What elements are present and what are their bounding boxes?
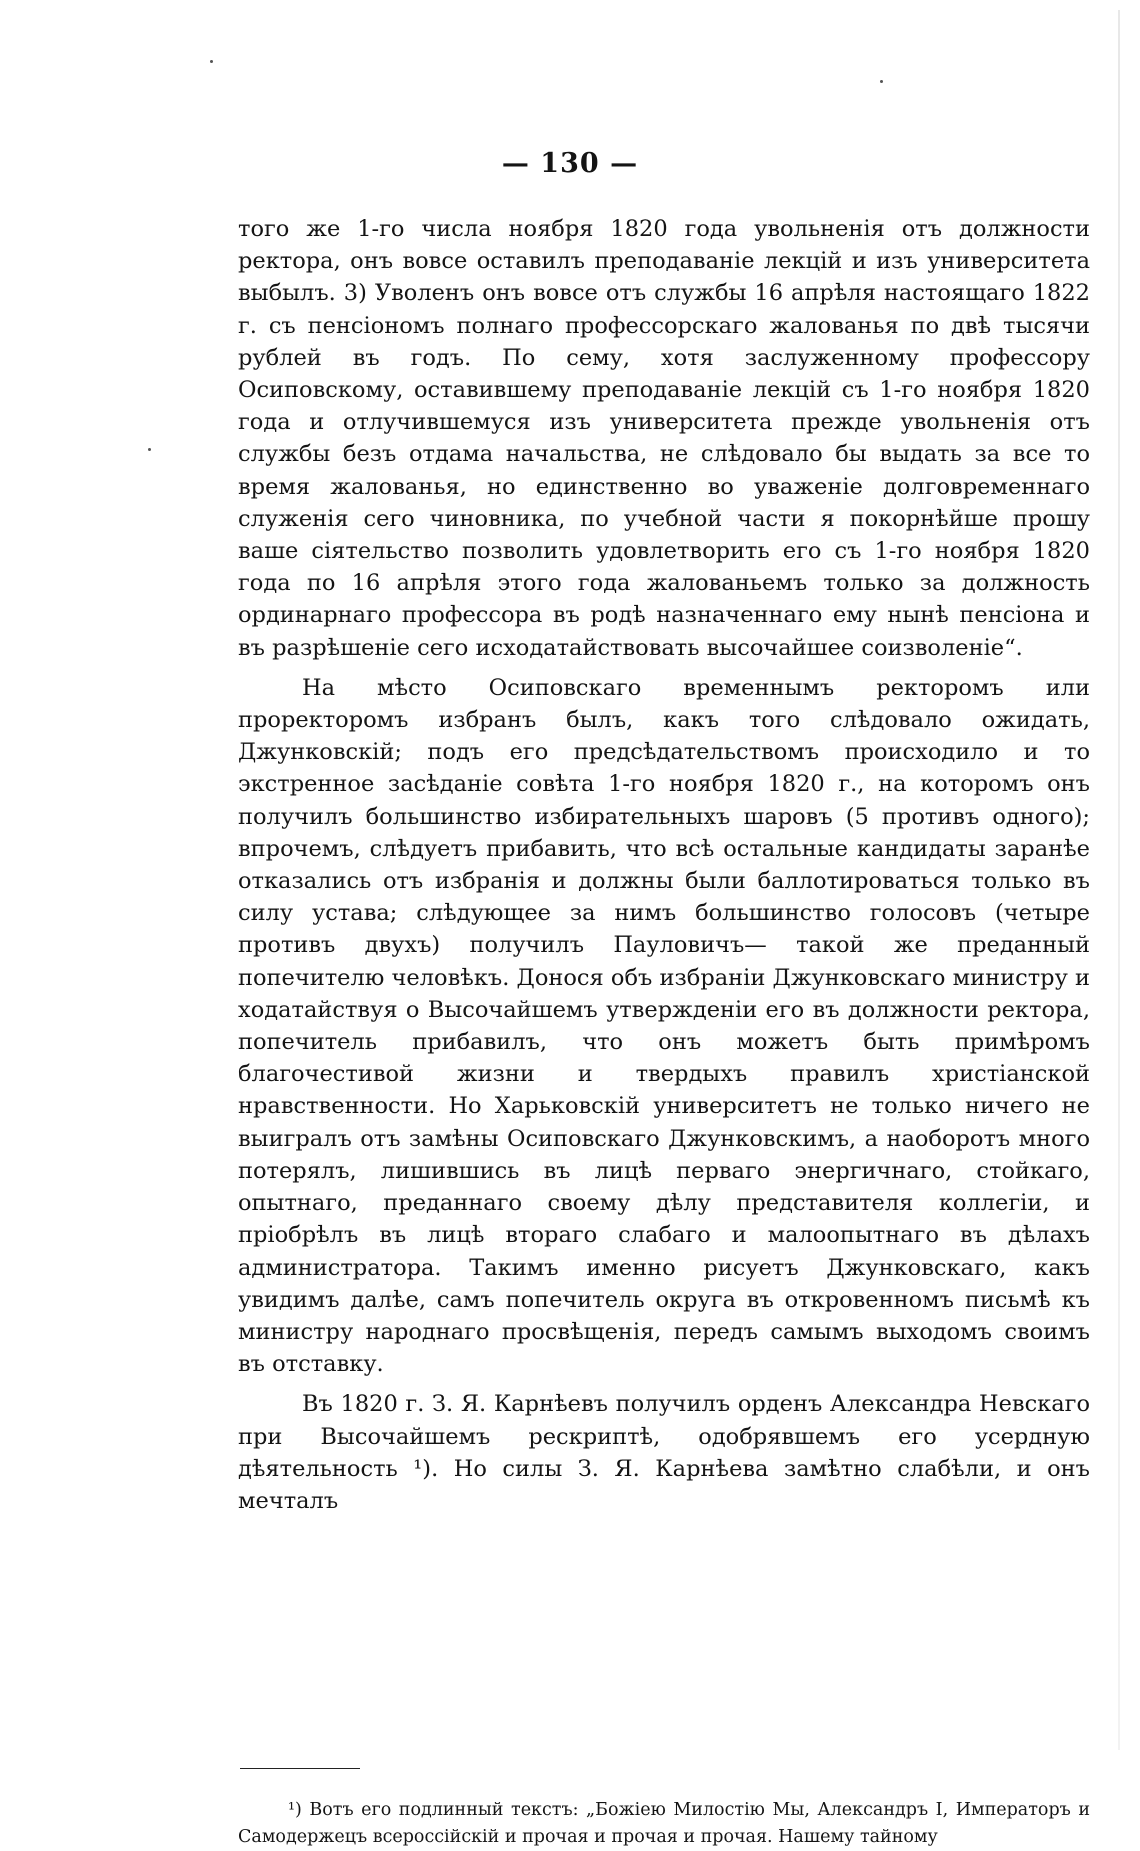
footnote-divider [240,1768,360,1769]
scan-speck [880,80,883,83]
paragraph: Въ 1820 г. З. Я. Карнѣевъ получилъ орденъ Александра Невскаго при Высочайшемъ рескриптѣ, одобрявшемъ его усердную дѣятельность ¹). Но силы З. Я. Карнѣева замѣтно слабѣли, и онъ мечталъ [238,1391,1090,1514]
scan-edge [1118,10,1120,1750]
paragraph: того же 1-го числа ноября 1820 года увольненія отъ должности ректора, онъ вовсе оставилъ преподаваніе лекцій и изъ университета выбылъ. 3) Уволенъ онъ вовсе отъ службы 16 апрѣля настоящаго 1822 г. съ пенсіономъ полнаго профессорскаго жалованья по двѣ тысячи рублей въ годъ. По сему, хотя заслуженному профессору Осиповскому, оставившему преподаваніе лекцій съ 1-го ноября 1820 года и отлучившемуся изъ университета прежде увольненія отъ службы безъ отдама начальства, не слѣдовало бы выдать за все то время жалованья, но единственно во уваженіе долговременнаго служенія сего чиновника, по учебной части я покорнѣйше прошу ваше сіятельство позволить удовлетворить его съ 1-го ноября 1820 года по 16 апрѣля этого года жалованьемъ только за должность ординарнаго профессора въ родѣ назначеннаго ему нынѣ пенсіона и въ разрѣшеніе сего исходатайствовать высочайшее соизволеніе“. [238,216,1090,661]
scan-speck [210,60,213,63]
page-number: — 130 — [501,148,639,179]
paragraph: На мѣсто Осиповскаго временнымъ ректоромъ или проректоромъ избранъ былъ, какъ того слѣдовало ожидать, Джунковскій; подъ его предсѣдательствомъ происходило и то экстренное засѣданіе совѣта 1-го ноября 1820 г., на которомъ онъ получилъ большинство избирательныхъ шаровъ (5 противъ одного); впрочемъ, слѣдуетъ прибавить, что всѣ остальные кандидаты заранѣе отказались отъ избранія и должны были баллотироваться только въ силу устава; слѣдующее за нимъ большинство голосовъ (четыре противъ двухъ) получилъ Пауловичъ— такой же преданный попечителю человѣкъ. Донося объ избраніи Джунковскаго министру и ходатайствуя о Высочайшемъ утвержденіи его въ должности ректора, попечитель прибавилъ, что онъ можетъ быть примѣромъ благочестивой жизни и твердыхъ правилъ христіанской нравственности. Но Харьковскій университетъ не только ничего не выигралъ отъ замѣны Осиповскаго Джунковскимъ, а наоборотъ много потерялъ, лишившись въ лицѣ перваго энергичнаго, стойкаго, опытнаго, преданнаго своему дѣлу представителя коллегіи, и пріобрѣлъ въ лицѣ втораго слабаго и малоопытнаго въ дѣлахъ администратора. Такимъ именно рисуетъ Джунковскаго, какъ увидимъ далѣе, самъ попечитель округа въ откровенномъ письмѣ къ министру народнаго просвѣщенія, передъ самымъ выходомъ своимъ въ отставку. [238,674,1090,1378]
scan-speck [148,448,151,451]
body-text [238,213,1090,1517]
footnote: ¹) Вотъ его подлинный текстъ: „Божіею Милостію Мы, Александръ I, Императоръ и Самодержецъ всероссійскій и прочая и прочая и прочая. Нашему тайному [238,1800,1090,1847]
